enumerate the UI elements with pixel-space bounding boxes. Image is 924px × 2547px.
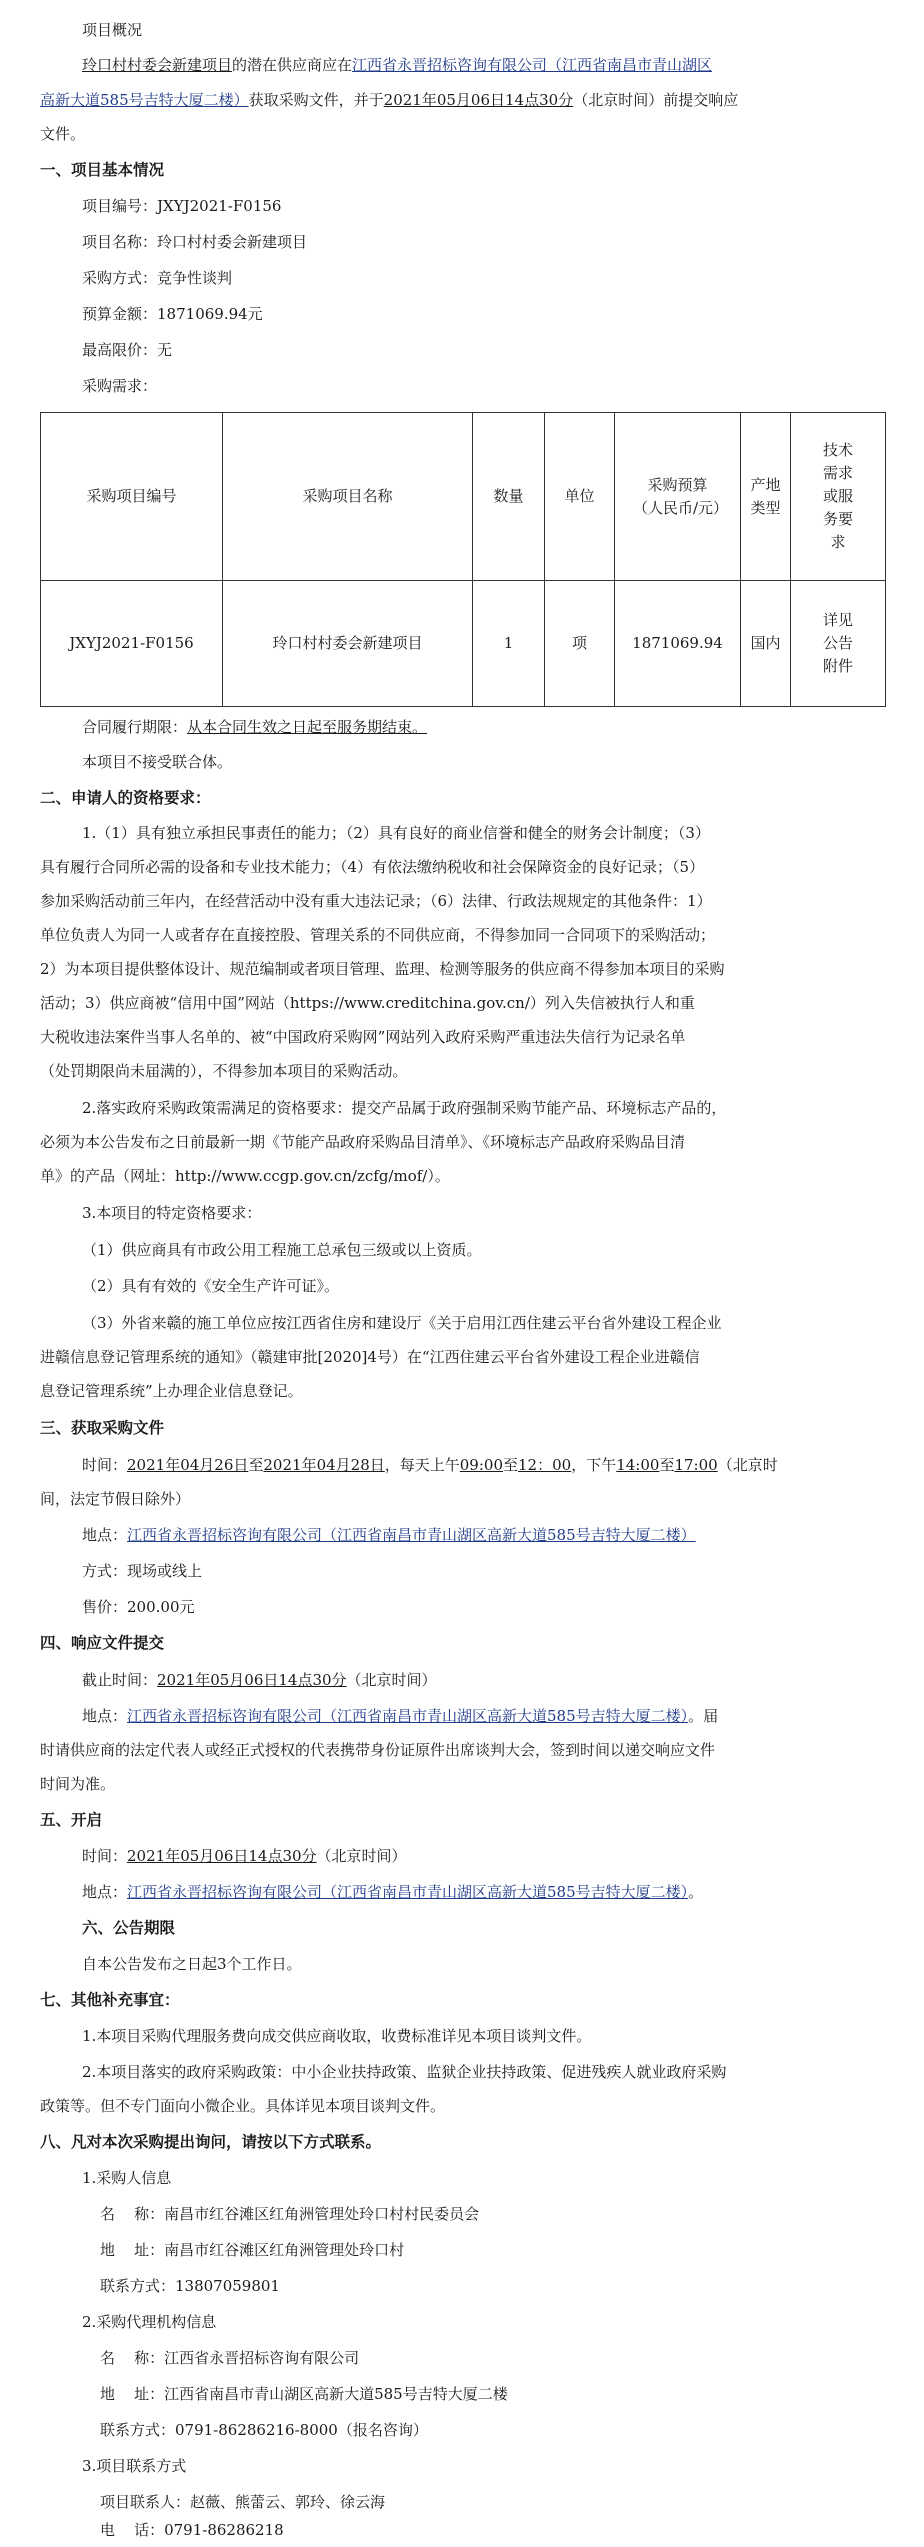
agency-name: 名 称：江西省永晋招标咨询有限公司 [100, 2349, 360, 2367]
overview-line-1: 玲口村村委会新建项目的潜在供应商应在江西省永晋招标咨询有限公司（江西省南昌市青山湖区 [82, 56, 713, 74]
qual-3-item: 进赣信息登记管理系统的通知》（赣建审批[2020]4号）在“江西住建云平台省外建设工程企业进赣信 [40, 1348, 700, 1366]
agency-address: 地 址：江西省南昌市青山湖区高新大道585号吉特大厦二楼 [100, 2385, 508, 2403]
submit-note-line: 时请供应商的法定代表人或经正式授权的代表携带身份证原件出席谈判大会，签到时间以递交响应文件 [40, 1741, 716, 1759]
open-place-row: 地点：江西省永晋招标咨询有限公司（江西省南昌市青山湖区高新大道585号吉特大厦二楼）。 [82, 1883, 704, 1901]
submit-note-line: 时间为准。 [40, 1775, 116, 1793]
purchaser-address: 地 址：南昌市红谷滩区红角洲管理处玲口村 [100, 2241, 405, 2259]
overview-line-3: 文件。 [40, 125, 86, 143]
table-row [41, 581, 886, 707]
purchaser-name: 名 称：南昌市红谷滩区红角洲管理处玲口村村民委员会 [100, 2205, 480, 2223]
requirements-label: 采购需求： [82, 377, 158, 395]
submit-deadline-row: 截止时间：2021年05月06日14点30分（北京时间） [82, 1671, 437, 1689]
joint-venture-note: 本项目不接受联合体。 [82, 753, 233, 771]
budget-row: 预算金额：1871069.94元 [82, 305, 263, 323]
obtain-time-row: 时间：2021年04月26日至2021年04月28日，每天上午09:00至12：00，下午14:00至17:00（北京时 [82, 1456, 778, 1474]
project-name-row: 项目名称：玲口村村委会新建项目 [82, 233, 308, 251]
open-time-row: 时间：2021年05月06日14点30分（北京时间） [82, 1847, 407, 1865]
obtain-time-row-2: 间，法定节假日除外） [40, 1490, 191, 1508]
qual-1-line: 1.（1）具有独立承担民事责任的能力；（2）具有良好的商业信誉和健全的财务会计制度；（3） [82, 824, 710, 842]
header-origin: 产地类型 [741, 413, 791, 581]
header-unit: 单位 [545, 413, 615, 581]
section-4-title: 四、响应文件提交 [40, 1633, 165, 1652]
qual-1-line: 2）为本项目提供整体设计、规范编制或者项目管理、监理、检测等服务的供应商不得参加本项目的采购 [40, 960, 725, 978]
purchaser-phone: 联系方式：13807059801 [100, 2277, 280, 2295]
section-6-title: 六、公告期限 [82, 1918, 176, 1937]
project-contact-title: 3.项目联系方式 [82, 2457, 187, 2475]
qual-3-item: 息登记管理系统”上办理企业信息登记。 [40, 1382, 303, 1400]
obtain-way-row: 方式：现场或线上 [82, 1562, 203, 1580]
agency-address-link: 江西省永晋招标咨询有限公司（江西省南昌市青山湖区 [352, 56, 713, 74]
cell-tech: 详见公告附件 [791, 581, 886, 707]
project-name-link: 玲口村村委会新建项目 [82, 56, 233, 74]
section-5-title: 五、开启 [40, 1810, 103, 1829]
project-number-row: 项目编号：JXYJ2021-F0156 [82, 197, 282, 215]
header-budget: 采购预算（人民币/元） [615, 413, 741, 581]
section-2-title: 二、申请人的资格要求： [40, 788, 211, 807]
qual-2-line: 单》的产品（网址：http://www.ccgp.gov.cn/zcfg/mof/）。 [40, 1167, 450, 1185]
project-contacts: 项目联系人：赵薇、熊蕾云、郭玲、徐云海 [100, 2493, 386, 2511]
notice-period-text: 自本公告发布之日起3个工作日。 [82, 1955, 302, 1973]
qual-1-line: 参加采购活动前三年内，在经营活动中没有重大违法记录；（6）法律、行政法规规定的其他条件：1） [40, 892, 712, 910]
overview-line-2: 高新大道585号吉特大厦二楼）获取采购文件，并于2021年05月06日14点30分（北京时间）前提交响应 [40, 91, 739, 109]
contract-period-row: 合同履行期限：从本合同生效之日起至服务期结束。 [82, 718, 428, 736]
qual-1-line: 活动；3）供应商被“信用中国”网站（https://www.creditchina.gov.cn/）列入失信被执行人和重 [40, 994, 695, 1012]
agency-phone: 联系方式：0791-86286216-8000（报名咨询） [100, 2421, 428, 2439]
agency-info-title: 2.采购代理机构信息 [82, 2313, 217, 2331]
qual-1-line: 单位负责人为同一人或者存在直接控股、管理关系的不同供应商，不得参加同一合同项下的采购活动； [40, 926, 716, 944]
qual-3-title: 3.本项目的特定资格要求： [82, 1204, 262, 1222]
qual-3-item: （1）供应商具有市政公用工程施工总承包三级或以上资质。 [82, 1241, 482, 1259]
supplement-2-line: 2.本项目落实的政府采购政策：中小企业扶持政策、监狱企业扶持政策、促进残疾人就业政府采购 [82, 2063, 727, 2081]
price-cap-row: 最高限价：无 [82, 341, 173, 359]
cell-budget: 1871069.94 [615, 581, 741, 707]
supplement-2-line: 政策等。但不专门面向小微企业。具体详见本项目谈判文件。 [40, 2097, 446, 2115]
header-name: 采购项目名称 [223, 413, 473, 581]
header-tech: 技术需求或服务要求 [791, 413, 886, 581]
requirements-table [40, 412, 886, 707]
section-8-title: 八、凡对本次采购提出询问，请按以下方式联系。 [40, 2132, 382, 2151]
qual-1-line: 大税收违法案件当事人名单的、被“中国政府采购网”网站列入政府采购严重违法失信行为记录名单 [40, 1028, 686, 1046]
header-code: 采购项目编号 [41, 413, 223, 581]
deadline-date: 2021年05月06日14点30分 [383, 91, 574, 109]
cell-origin: 国内 [741, 581, 791, 707]
purchaser-info-title: 1.采购人信息 [82, 2169, 172, 2187]
cell-qty: 1 [473, 581, 545, 707]
table-header-row [41, 413, 886, 581]
qual-3-item: （3）外省来赣的施工单位应按江西省住房和建设厅《关于启用江西住建云平台省外建设工程企业 [82, 1314, 722, 1332]
section-3-title: 三、获取采购文件 [40, 1418, 165, 1437]
project-phone: 电 话：0791-86286218 [100, 2521, 284, 2539]
supplement-1: 1.本项目采购代理服务费向成交供应商收取，收费标准详见本项目谈判文件。 [82, 2027, 592, 2045]
qual-2-line: 2.落实政府采购政策需满足的资格要求：提交产品属于政府强制采购节能产品、环境标志产品的， [82, 1099, 727, 1117]
submit-place-row: 地点：江西省永晋招标咨询有限公司（江西省南昌市青山湖区高新大道585号吉特大厦二楼）。届 [82, 1707, 719, 1725]
qual-1-line: （处罚期限尚未届满的），不得参加本项目的采购活动。 [40, 1062, 408, 1080]
header-qty: 数量 [473, 413, 545, 581]
obtain-place-row: 地点：江西省永晋招标咨询有限公司（江西省南昌市青山湖区高新大道585号吉特大厦二楼） [82, 1526, 696, 1544]
cell-unit: 项 [545, 581, 615, 707]
qual-1-line: 具有履行合同所必需的设备和专业技术能力；（4）有依法缴纳税收和社会保障资金的良好记录；（5） [40, 858, 705, 876]
qual-2-line: 必须为本公告发布之日前最新一期《节能产品政府采购品目清单》、《环境标志产品政府采购品目清 [40, 1133, 686, 1151]
section-1-title: 一、项目基本情况 [40, 160, 165, 179]
overview-title: 项目概况 [82, 21, 143, 39]
procurement-method-row: 采购方式：竞争性谈判 [82, 269, 233, 287]
qual-3-item: （2）具有有效的《安全生产许可证》。 [82, 1277, 340, 1295]
section-7-title: 七、其他补充事宜： [40, 1990, 180, 2009]
obtain-price-row: 售价：200.00元 [82, 1598, 195, 1616]
cell-name: 玲口村村委会新建项目 [223, 581, 473, 707]
cell-code: JXYJ2021-F0156 [41, 581, 223, 707]
